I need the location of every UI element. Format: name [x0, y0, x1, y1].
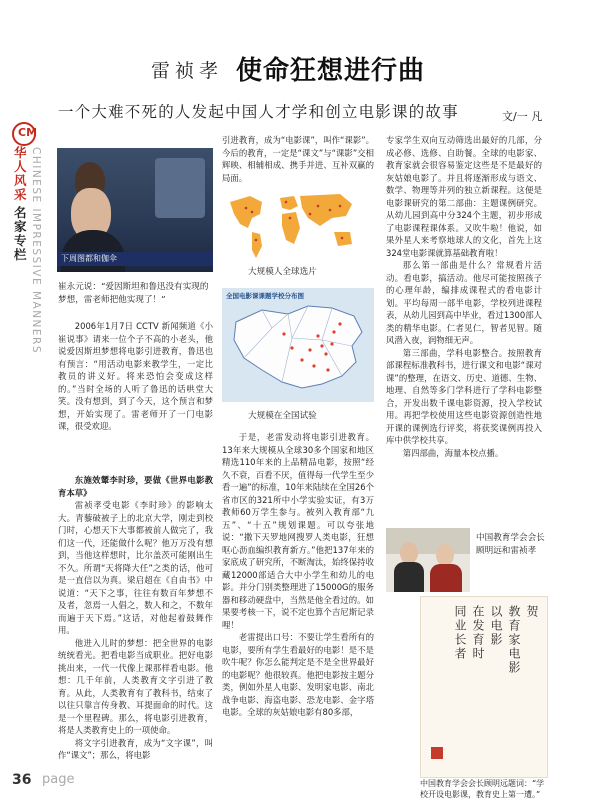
column-2-top	[222, 134, 374, 184]
title-name: 雷祯孝	[151, 60, 224, 82]
calligraphy-line: 教育家电影	[507, 605, 521, 675]
paragraph: 将文字引进教育，成为“文字课”，叫作“课文”；那么，将电影	[58, 737, 213, 760]
column-1-lower	[58, 474, 213, 762]
world-map	[222, 188, 374, 264]
column-label-black: 名家专栏	[14, 205, 27, 262]
column-label-red: 华人风采	[14, 145, 27, 202]
china-map	[222, 288, 374, 402]
calligraphy-line: 同业长者	[453, 605, 467, 661]
paragraph: 2006年1月7日 CCTV 新闻频道《小崔说事》请来一位个子不高的小老头，他说爱因斯坦梦想将电影引进教育，鲁迅也有预言：“用活动电影来教学生，一定比教员的讲义好。将来恐怕会变成这样的。”当时全场的人听了鲁迅的话哄堂大笑。没有想到，到了今天，这个预言和梦想，开始实现了。雷老师开了一门电影课，很受欢迎。	[58, 321, 213, 431]
paragraph: 第四部曲，海量本校点播。	[402, 447, 504, 458]
tv-banner-text: 下周图都和伽伞	[61, 254, 117, 263]
calligraphy-line: 贺	[525, 605, 539, 619]
paragraph: 专家学生双向互动筛选出最好的几部，分成必修、选修、自助餐。全球的电影家、教育家就会很容易鉴定这些是不是最好的灰姑娘电影了。并且将逐渐形成与语文、数学、物理等并列的独立新课程。这便是电影课研究的第二部曲：主题课例研究。从幼儿园到高中分324个主题，初步形成了电影课程课体系。又吹牛啦！他说，如果外星人来考察地球人的文化，首先上这324堂电影课就算基础教育啦！	[386, 135, 542, 258]
section-heading: 东施效颦李时珍，要做《世界电影教育本草》	[58, 475, 213, 498]
page-number: 36	[12, 772, 32, 788]
paragraph: 第三部曲，学科电影整合。按照教育部课程标准教科书，进行课文和电影“课对课”的整理，在语文、历史、道德、生物、地理、自然等多门学科进行了学科电影整合，开发出数千课电影资源，投入学校试用。再把学校使用这些电影资源创造性地开课的课例选行评奖，将获奖课例再投入库中供学校共享。	[386, 347, 542, 445]
paragraph: 那么第一部曲是什么？常规看片活动。看电影，搞活动。他尽可能按照孩子的心理年龄，编排成课程式的看电影计划。平均每周一部半电影，学校列进课程表，从幼儿园到高中毕业，看过1300部人类的精华电影。仁者见仁，智者见智。随风潜入夜，润物细无声。	[386, 260, 542, 345]
page-word: page	[42, 772, 75, 787]
column-1-upper	[58, 320, 213, 433]
map-caption-china: 大规模在全国试验	[248, 411, 317, 421]
column-label-english: CHINESE IMPRESSIVE MANNERS	[30, 147, 42, 354]
calligraphy-line: 以电影	[489, 605, 503, 647]
paragraph: 于是，老雷发动将电影引进教育。13年来大规模从全球30多个国家和地区精选110年来的上品精品电影，按照“经久不衰，百看不厌，值得每一代学生至少看一遍”的标准，10年来陆续在全国26个省市区的321所中小学实验实证，有3万教师60万学生参与。被列入教育部“九五”、“十五”规划课题。可以夸张地说：“撒下天罗地网搜罗人类电影，狂想呕心沥血编织教育新方。”他把137年来的家底成了研究所，不断淘汰，始终保持收藏12000部适合大中小学生和幼儿的电影。并分门别类整理进了15000G的服务器和移动硬盘中，当然是他全看过的。如果要考核一下，说不定也算个吉尼斯记录哩！	[222, 432, 374, 630]
calligraphy-caption: 中国教育学会会长顾明远题词：“学校开设电影课，教育史上第一遭。”	[420, 779, 545, 799]
calligraphy-line: 在发育时	[471, 605, 485, 661]
paragraph: 老雷提出口号：不要让学生看所有的电影，要所有学生看最好的电影！是不是吹牛呢？你怎么能判定是不是全世界最好的电影呢？他很较真。他把电影按主题分类，例如外星人电影、发明家电影、南北战争电影、海盗电影、恐龙电影、金字塔电影。全球的灰姑娘电影有80多部，	[222, 632, 374, 717]
paragraph: 雷祯孝受电影《李时珍》的影响太大。青藜破被子上的北京大学，刚走到校门时，心想天下大事都被前人做完了，我们这一代，还能做什么呢？他万万没有想到，当他这样想时，比尔盖茨可能刚出生不久。所谓“天将降大任”之类的话，他可是一直信以为真。梁启超在《自由书》中说道：“天下之事，往往有数百年梦想不及者，忽焉一人倡之，数人和之，不数年而遍于天下焉。”这话，对他起着鼓舞作用。	[58, 500, 213, 635]
subtitle: 一个大难不死的人发起中国人才学和创立电影课的故事	[58, 103, 459, 121]
column-2-body	[222, 431, 374, 719]
byline: 文/一 凡	[502, 110, 543, 123]
page-title: 使命狂想进行曲	[236, 56, 426, 86]
seal-stamp	[431, 747, 443, 759]
paragraph: 他进入儿时的梦想：把全世界的电影统统看光。把看电影当成职业。把好电影挑出来，一代一代像上课那样看电影。他想：几千年前，人类教育文字引进了教育。从此，人类教育有了教科书，结束了以往只靠言传身教、耳提面命的时代。这是一个里程碑。那么，将电影引进教育，将是人类教育史上的一项使命。	[58, 637, 213, 735]
tv-interview-photo	[57, 148, 213, 272]
logo-text: CM	[18, 126, 38, 139]
map-caption-world: 大规模人全球选片	[248, 267, 317, 277]
calligraphy-inscription	[420, 596, 548, 778]
paragraph: 引进教育，成为“电影课”，叫作“课影”。今后的教育，一定是“课文”与“课影”交相辉映、相辅相成、携手并进、互补双赢的局面。	[222, 135, 374, 183]
photo-caption-1: 崔永元说：“爱因斯坦和鲁迅没有实现的梦想，雷老师把他实现了！”	[58, 282, 209, 305]
china-map-title: 全国电影课课题学校分布图	[226, 292, 304, 300]
column-3-body	[386, 134, 542, 459]
portrait-caption: 中国教育学会会长顾明远和雷祯孝	[476, 533, 545, 556]
magazine-logo	[12, 122, 46, 144]
portrait-photo	[386, 528, 470, 592]
